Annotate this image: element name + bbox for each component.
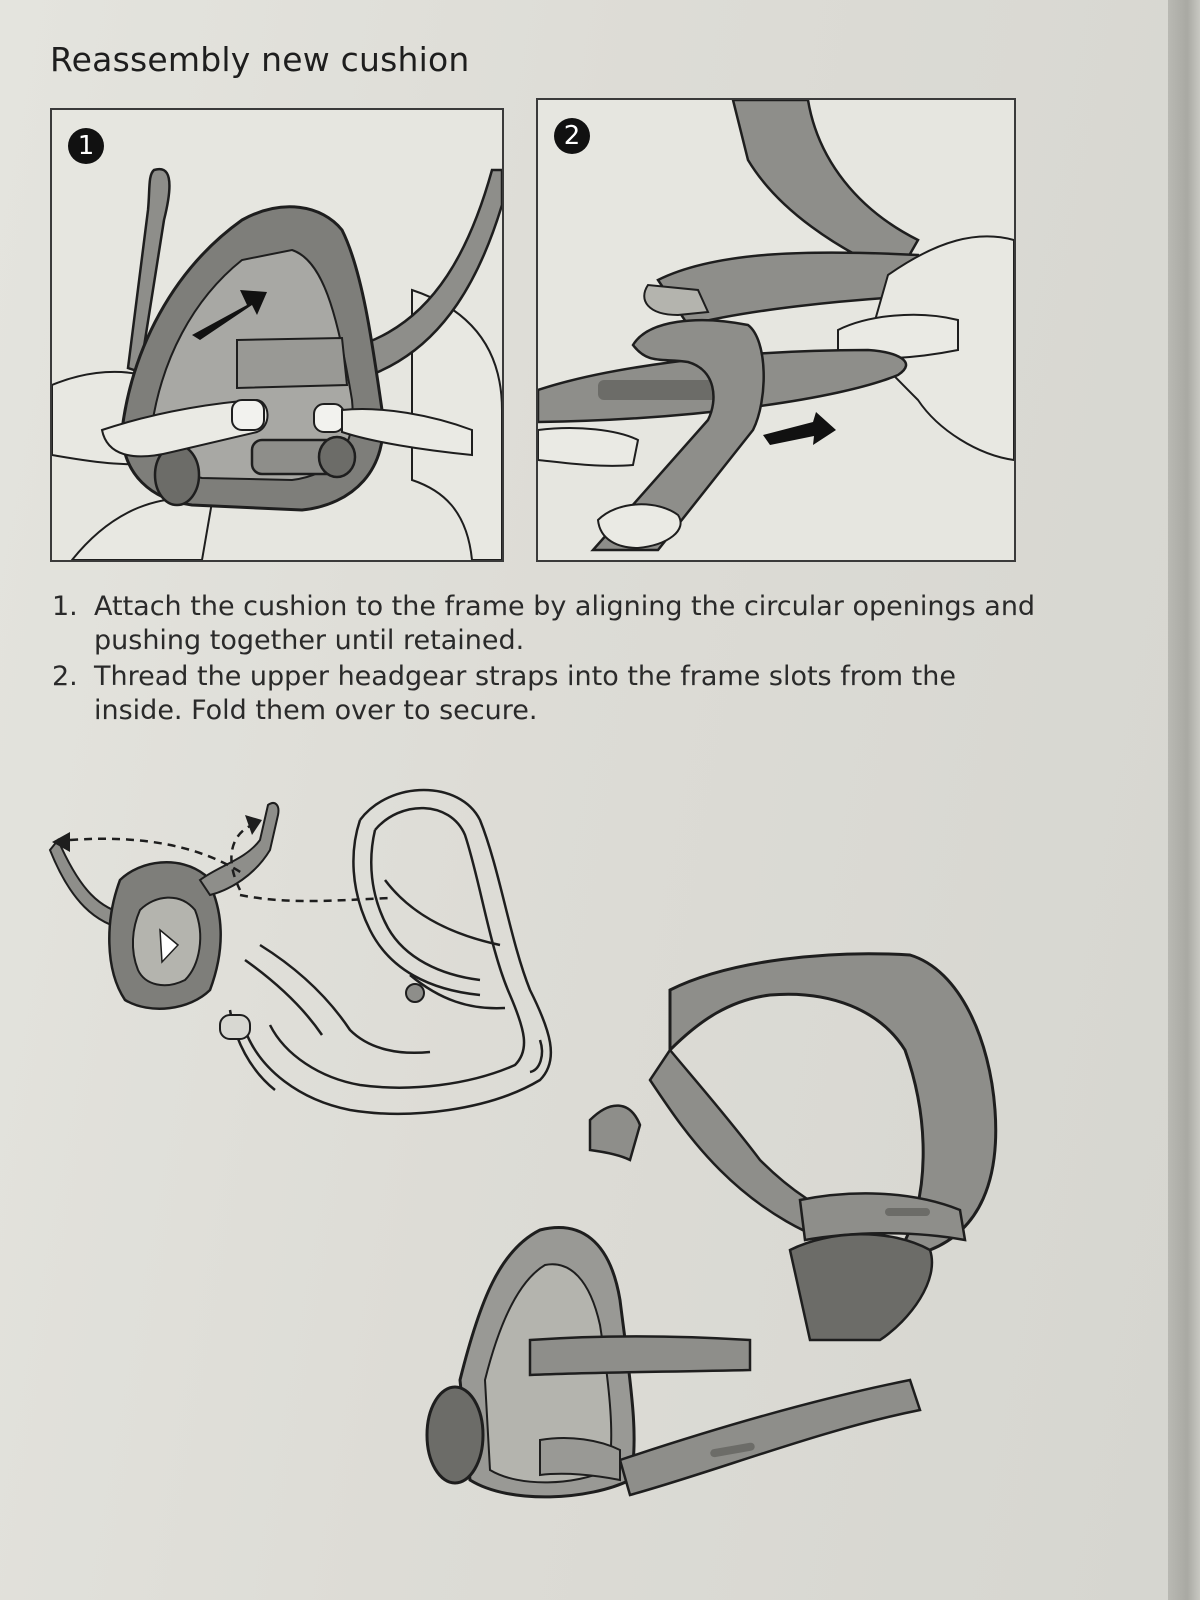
assembled-mask — [427, 954, 996, 1497]
step-1-illustration — [52, 110, 502, 560]
instruction-text: Thread the upper headgear straps into the frame slots from the inside. Fold them over to secure. — [94, 661, 956, 726]
step-1-badge: 1 — [68, 128, 104, 164]
instruction-number: 2. — [52, 661, 78, 692]
exploded-mask — [50, 803, 390, 1009]
step-2-badge: 2 — [554, 118, 590, 154]
instruction-item — [52, 660, 1052, 728]
instruction-number: 1. — [52, 591, 78, 622]
page-edge-shadow — [1168, 0, 1200, 1600]
step-2-panel — [536, 98, 1016, 562]
instruction-list — [52, 590, 1052, 730]
instruction-text: Attach the cushion to the frame by aligning the circular openings and pushing together until retained. — [94, 591, 1036, 656]
step-2-illustration — [538, 100, 1014, 560]
assembly-diagram — [30, 780, 1150, 1580]
instruction-item — [52, 590, 1052, 658]
step-1-panel — [50, 108, 504, 562]
page-title: Reassembly new cushion — [50, 40, 470, 79]
headgear-outline — [230, 790, 551, 1114]
